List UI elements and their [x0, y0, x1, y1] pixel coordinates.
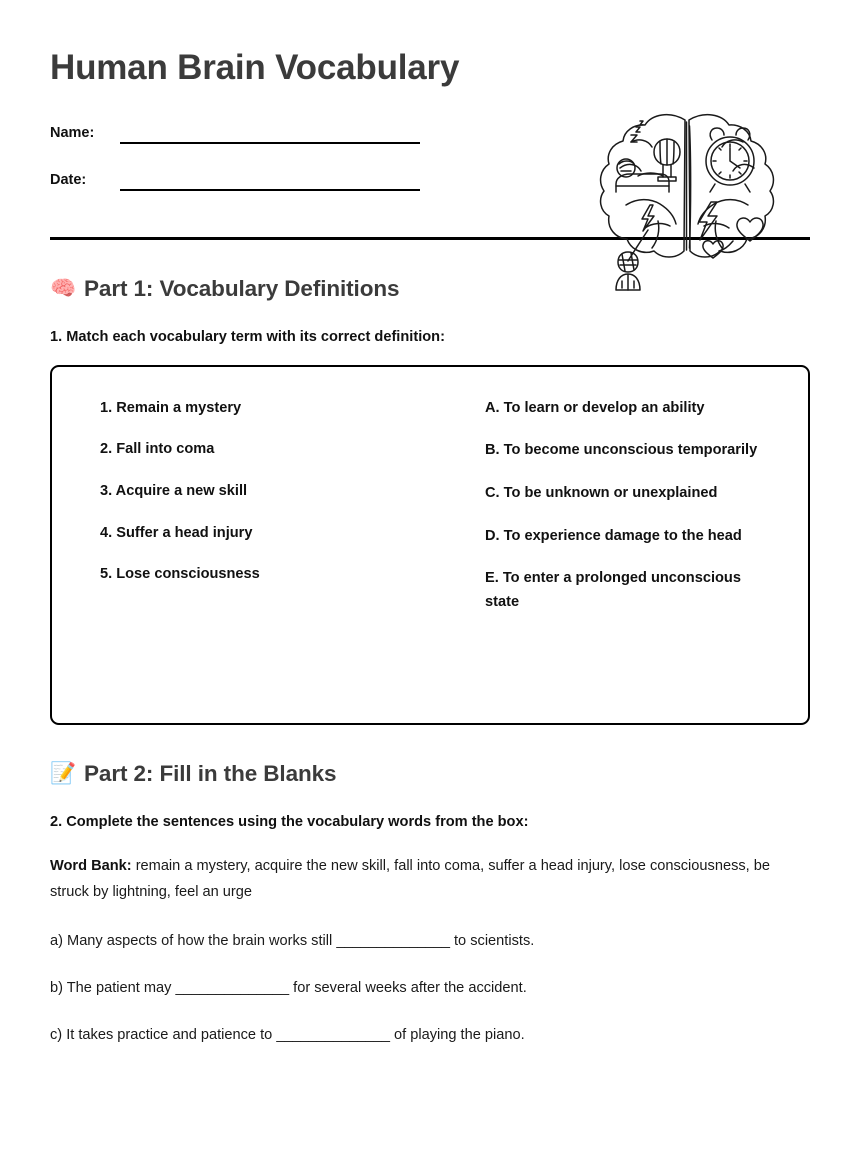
date-field-row	[50, 158, 420, 192]
word-bank-label: Word Bank:	[50, 857, 132, 874]
word-bank-words: remain a mystery, acquire the new skill, fall into coma, suffer a head injury, lose consciousness, be struck by lightning, feel an urge	[50, 857, 771, 900]
part2-heading	[50, 761, 810, 787]
student-info-fields	[50, 111, 420, 192]
list-item[interactable]: 1. Remain a mystery	[100, 399, 242, 416]
word-bank	[50, 854, 810, 906]
part1-title: Part 1: Vocabulary Definitions	[84, 275, 400, 301]
part2-instruction: 2. Complete the sentences using the vocabulary words from the box:	[50, 813, 529, 830]
list-item[interactable]: E. To enter a prolonged unconscious state	[485, 570, 741, 610]
worksheet-header	[50, 0, 810, 192]
page-title: Human Brain Vocabulary	[50, 48, 460, 87]
list-item[interactable]: A. To learn or develop an ability	[485, 399, 705, 416]
date-field-label: Date:	[50, 172, 87, 189]
definitions-column	[479, 397, 780, 697]
name-field-input-line[interactable]	[120, 142, 420, 144]
name-field-label: Name:	[50, 125, 95, 142]
memo-pencil-emoji: 📝	[50, 762, 77, 786]
list-item[interactable]: C. To be unknown or unexplained	[485, 485, 718, 502]
fill-blank-sentence-a[interactable]: a) Many aspects of how the brain works still ______________ to scientists.	[50, 932, 535, 949]
brain-line-art-doodle	[590, 98, 790, 293]
list-item[interactable]: 4. Suffer a head injury	[100, 524, 253, 541]
fill-blank-sentence-c[interactable]: c) It takes practice and patience to ______________ of playing the piano.	[50, 1027, 525, 1044]
part1-instruction: 1. Match each vocabulary term with its correct definition:	[50, 328, 445, 345]
vocabulary-terms-column	[80, 397, 479, 697]
date-field-input-line[interactable]	[120, 189, 420, 191]
list-item[interactable]: D. To experience damage to the head	[485, 527, 742, 544]
part2-title: Part 2: Fill in the Blanks	[84, 760, 337, 786]
list-item[interactable]: 3. Acquire a new skill	[100, 483, 248, 500]
name-field-row	[50, 111, 420, 145]
list-item[interactable]: 2. Fall into coma	[100, 441, 215, 458]
list-item[interactable]: 5. Lose consciousness	[100, 566, 260, 583]
fill-blank-sentence-b[interactable]: b) The patient may ______________ for several weeks after the accident.	[50, 980, 527, 997]
part2-section	[50, 761, 810, 1048]
matching-exercise-box	[50, 365, 810, 725]
list-item[interactable]: B. To become unconscious temporarily	[485, 442, 758, 459]
brain-emoji: 🧠	[50, 277, 77, 301]
